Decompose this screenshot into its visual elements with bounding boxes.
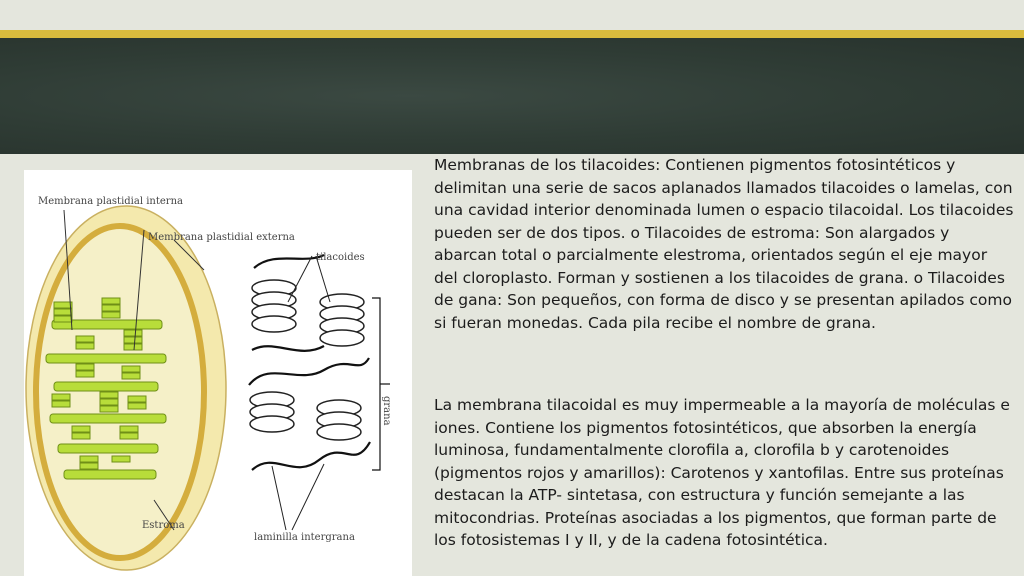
grana-bracket	[372, 298, 390, 470]
inner-membrane-shape	[36, 226, 204, 558]
thylakoid-membranes-paragraph: Membranas de los tilacoides: Contienen pigmentos fotosintéticos y delimitan una serie de sacos aplanados llamados tilacoides o lamelas, con una cavidad interior denominada lumen o espacio tilacoidal. Los tilacoides pueden ser de dos tipos. o Tilacoides de estroma: Son alargados y abarcan total o parcialmente elestroma, orientados según el eje mayor del cloroplasto. Forman y sostienen a los tilacoides de grana. o Tilacoides de gana: Son pequeños, con forma de disco y se presentan apilados como si fueran monedas. Cada pila recibe el nombre de grana.	[434, 156, 1014, 332]
label-outer-membrane: Membrana plastidial externa	[148, 232, 295, 243]
chalkboard-header	[0, 38, 1024, 154]
label-thylakoids: tilacoides	[316, 252, 365, 263]
label-grana: grana	[381, 396, 392, 426]
top-strip	[0, 0, 1024, 30]
chloroplast-svg	[24, 170, 412, 576]
label-stroma: Estroma	[142, 520, 185, 531]
label-inner-membrane: Membrana plastidial interna	[38, 196, 183, 207]
label-intergrana-lamella: laminilla intergrana	[254, 532, 355, 543]
thylakoid-system	[46, 298, 166, 479]
grana-detail-drawing	[250, 280, 364, 440]
thylakoid-membrane-properties-paragraph: La membrana tilacoidal es muy impermeable a la mayoría de moléculas e iones. Contiene los pigmentos fotosintéticos, que absorben la energía luminosa, fundamentalmente clorofila a, clorofila b y carotenoides (pigmentos rojos y amarillos): Carotenos y xantofilas. Entre sus proteínas destacan la ATP- sintetasa, con estructura y función semejante a las mitocondrias. Proteínas asociadas a los pigmentos, que forman parte de los fotosistemas I y II, y de la cadena fotosintética.	[434, 396, 1010, 549]
gold-accent-bar	[0, 30, 1024, 38]
chloroplast-diagram	[24, 170, 412, 576]
